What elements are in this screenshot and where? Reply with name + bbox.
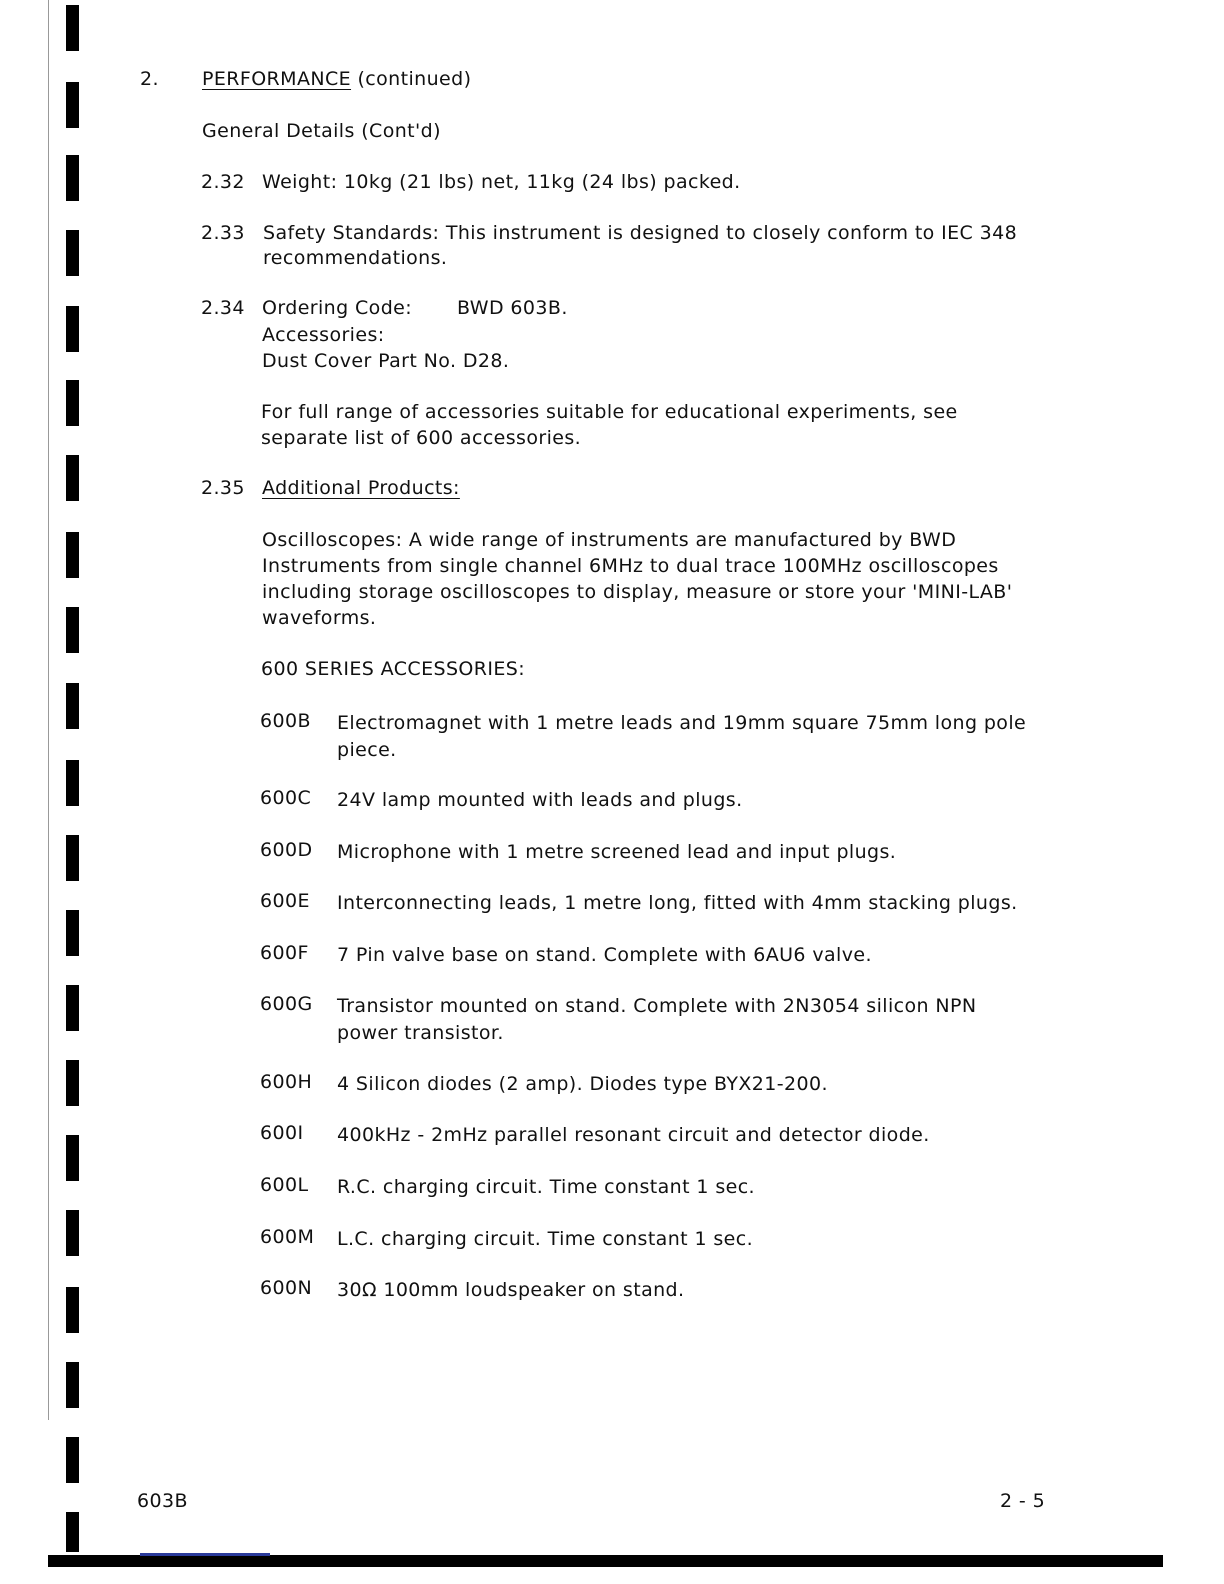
accessories-note-2: separate list of 600 accessories. xyxy=(261,427,582,449)
subheading: General Details (Cont'd) xyxy=(202,120,441,142)
binding-edge-line xyxy=(48,0,49,1420)
section-number: 2. xyxy=(140,68,159,90)
accessory-code: 600M xyxy=(260,1226,315,1248)
accessory-desc: 24V lamp mounted with leads and plugs. xyxy=(337,789,743,811)
safety-line xyxy=(263,222,1017,244)
item-number: 2.34 xyxy=(201,297,245,319)
accessory-code: 600E xyxy=(260,890,310,912)
accessory-desc: Microphone with 1 metre screened lead and input plugs. xyxy=(337,841,897,863)
scan-bottom-edge xyxy=(48,1555,1163,1567)
additional-products-label: Additional Products: xyxy=(262,477,460,499)
footer-model: 603B xyxy=(137,1490,188,1512)
item-number: 2.33 xyxy=(201,222,245,244)
ordering-label: Ordering Code: xyxy=(262,297,413,319)
dust-cover: Dust Cover Part No. D28. xyxy=(262,350,510,372)
oscilloscopes-line: Instruments from single channel 6MHz to dual trace 100MHz oscilloscopes xyxy=(262,555,999,577)
page-number: 2 - 5 xyxy=(1000,1490,1046,1512)
accessory-desc: R.C. charging circuit. Time constant 1 sec. xyxy=(337,1176,755,1198)
accessory-code: 600F xyxy=(260,942,309,964)
section-continued: (continued) xyxy=(357,68,472,90)
safety-label: Safety Standards: xyxy=(263,222,440,244)
accessory-desc: 7 Pin valve base on stand. Complete with 6AU6 valve. xyxy=(337,944,872,966)
item-number: 2.35 xyxy=(201,477,245,499)
accessory-code: 600H xyxy=(260,1071,313,1093)
oscilloscopes-line: including storage oscilloscopes to display, measure or store your 'MINI-LAB' xyxy=(262,581,1013,603)
weight-line xyxy=(262,171,741,193)
accessory-desc: Transistor mounted on stand. Complete with 2N3054 silicon NPN power transistor. xyxy=(337,995,977,1044)
oscilloscopes-line: Oscilloscopes: A wide range of instruments are manufactured by BWD xyxy=(262,529,957,551)
section-heading xyxy=(202,68,471,90)
accessory-code: 600I xyxy=(260,1122,304,1144)
accessory-code: 600N xyxy=(260,1277,313,1299)
accessory-desc: 30Ω 100mm loudspeaker on stand. xyxy=(337,1279,685,1301)
accessory-code: 600D xyxy=(260,839,313,861)
accessory-desc: Interconnecting leads, 1 metre long, fitted with 4mm stacking plugs. xyxy=(337,892,1018,914)
accessories-label: Accessories: xyxy=(262,324,385,346)
oscilloscopes-line: waveforms. xyxy=(262,607,377,629)
accessory-code: 600G xyxy=(260,993,313,1015)
weight-label: Weight: xyxy=(262,171,338,193)
scan-bottom-edge-accent xyxy=(140,1553,270,1556)
accessory-code: 600B xyxy=(260,710,311,732)
accessory-desc: 4 Silicon diodes (2 amp). Diodes type BYX21-200. xyxy=(337,1073,828,1095)
ordering-code: BWD 603B. xyxy=(457,297,568,319)
item-number: 2.32 xyxy=(201,171,245,193)
accessory-desc: 400kHz - 2mHz parallel resonant circuit and detector diode. xyxy=(337,1124,930,1146)
accessory-desc: Electromagnet with 1 metre leads and 19mm square 75mm long pole piece. xyxy=(337,712,1027,761)
safety-text-cont: recommendations. xyxy=(263,247,448,269)
accessory-code: 600L xyxy=(260,1174,309,1196)
section-title: PERFORMANCE xyxy=(202,68,352,90)
safety-text: This instrument is designed to closely conform to IEC 348 xyxy=(445,222,1018,244)
weight-value: 10kg (21 lbs) net, 11kg (24 lbs) packed. xyxy=(343,171,741,193)
accessory-code: 600C xyxy=(260,787,312,809)
accessory-desc: L.C. charging circuit. Time constant 1 sec. xyxy=(337,1228,754,1250)
accessories-note-1: For full range of accessories suitable for educational experiments, see xyxy=(261,401,958,423)
accessories-heading: 600 SERIES ACCESSORIES: xyxy=(261,658,526,680)
